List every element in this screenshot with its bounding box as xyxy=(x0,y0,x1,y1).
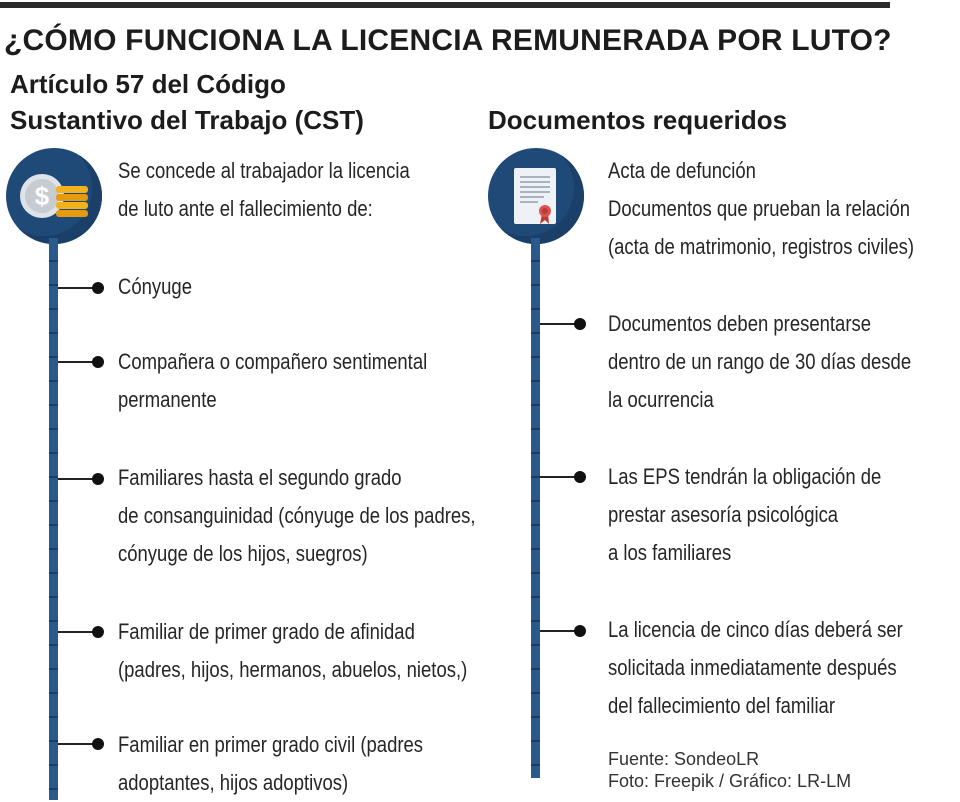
svg-text:$: $ xyxy=(34,181,50,211)
left-heading-line-2: Sustantivo del Trabajo (CST) xyxy=(10,105,364,135)
bullet-dot xyxy=(92,356,104,368)
item-line: Familiar de primer grado de afinidad xyxy=(118,619,415,644)
bullet-dot xyxy=(92,473,104,485)
bullet-dot xyxy=(574,318,586,330)
item-line: (padres, hijos, hermanos, abuelos, nietos,) xyxy=(118,657,468,682)
left-item-4 xyxy=(118,613,467,689)
item-line: cónyuge de los hijos, suegros) xyxy=(118,541,368,566)
bullet-dot xyxy=(574,471,586,483)
right-intro-line: (acta de matrimonio, registros civiles) xyxy=(608,234,915,259)
page-title: ¿CÓMO FUNCIONA LA LICENCIA REMUNERADA POR LUTO? xyxy=(4,24,892,57)
credit-note: Foto: Freepik / Gráfico: LR-LM xyxy=(608,771,852,791)
left-heading-line-1: Artículo 57 del Código xyxy=(10,69,286,99)
bullet-dot xyxy=(92,738,104,750)
bullet-dot xyxy=(92,626,104,638)
item-line: Familiar en primer grado civil (padres xyxy=(118,732,424,757)
right-intro-line: Acta de defunción xyxy=(608,158,756,183)
right-intro-line: Documentos que prueban la relación xyxy=(608,196,911,221)
left-item-5 xyxy=(118,726,423,802)
right-item-3 xyxy=(608,611,903,725)
left-item-2 xyxy=(118,343,427,419)
source-note: Fuente: SondeoLR xyxy=(608,749,760,769)
item-line: adoptantes, hijos adoptivos) xyxy=(118,770,349,795)
left-intro-line: de luto ante el fallecimiento de: xyxy=(118,196,373,221)
left-column-heading xyxy=(10,66,364,138)
left-intro-line: Se concede al trabajador la licencia xyxy=(118,158,410,183)
document-certificate-icon xyxy=(488,148,584,244)
top-rule xyxy=(0,2,890,8)
left-item-3 xyxy=(118,459,476,573)
item-line: Las EPS tendrán la obligación de xyxy=(608,464,882,489)
right-timeline xyxy=(531,238,540,778)
left-item-1 xyxy=(118,268,192,306)
item-line: Documentos deben presentarse xyxy=(608,311,871,336)
left-timeline xyxy=(49,238,58,800)
item-line: La licencia de cinco días deberá ser xyxy=(608,617,903,642)
item-line: solicitada inmediatamente después xyxy=(608,655,897,680)
item-line: permanente xyxy=(118,387,217,412)
item-line: de consanguinidad (cónyuge de los padres, xyxy=(118,503,476,528)
item-line: prestar asesoría psicológica xyxy=(608,502,839,527)
bullet-dot xyxy=(574,625,586,637)
item-line: a los familiares xyxy=(608,540,732,565)
item-line: dentro de un rango de 30 días desde xyxy=(608,349,912,374)
item-line: Familiares hasta el segundo grado xyxy=(118,465,402,490)
right-item-1 xyxy=(608,305,911,419)
item-line: Cónyuge xyxy=(118,274,192,299)
left-intro xyxy=(118,152,410,228)
item-line: Compañera o compañero sentimental xyxy=(118,349,428,374)
right-item-2 xyxy=(608,458,881,572)
right-intro xyxy=(608,152,914,266)
coin-icon xyxy=(6,148,102,244)
item-line: la ocurrencia xyxy=(608,387,714,412)
item-line: del fallecimiento del familiar xyxy=(608,693,835,718)
right-column-heading: Documentos requeridos xyxy=(488,105,788,135)
bullet-dot xyxy=(92,282,104,294)
